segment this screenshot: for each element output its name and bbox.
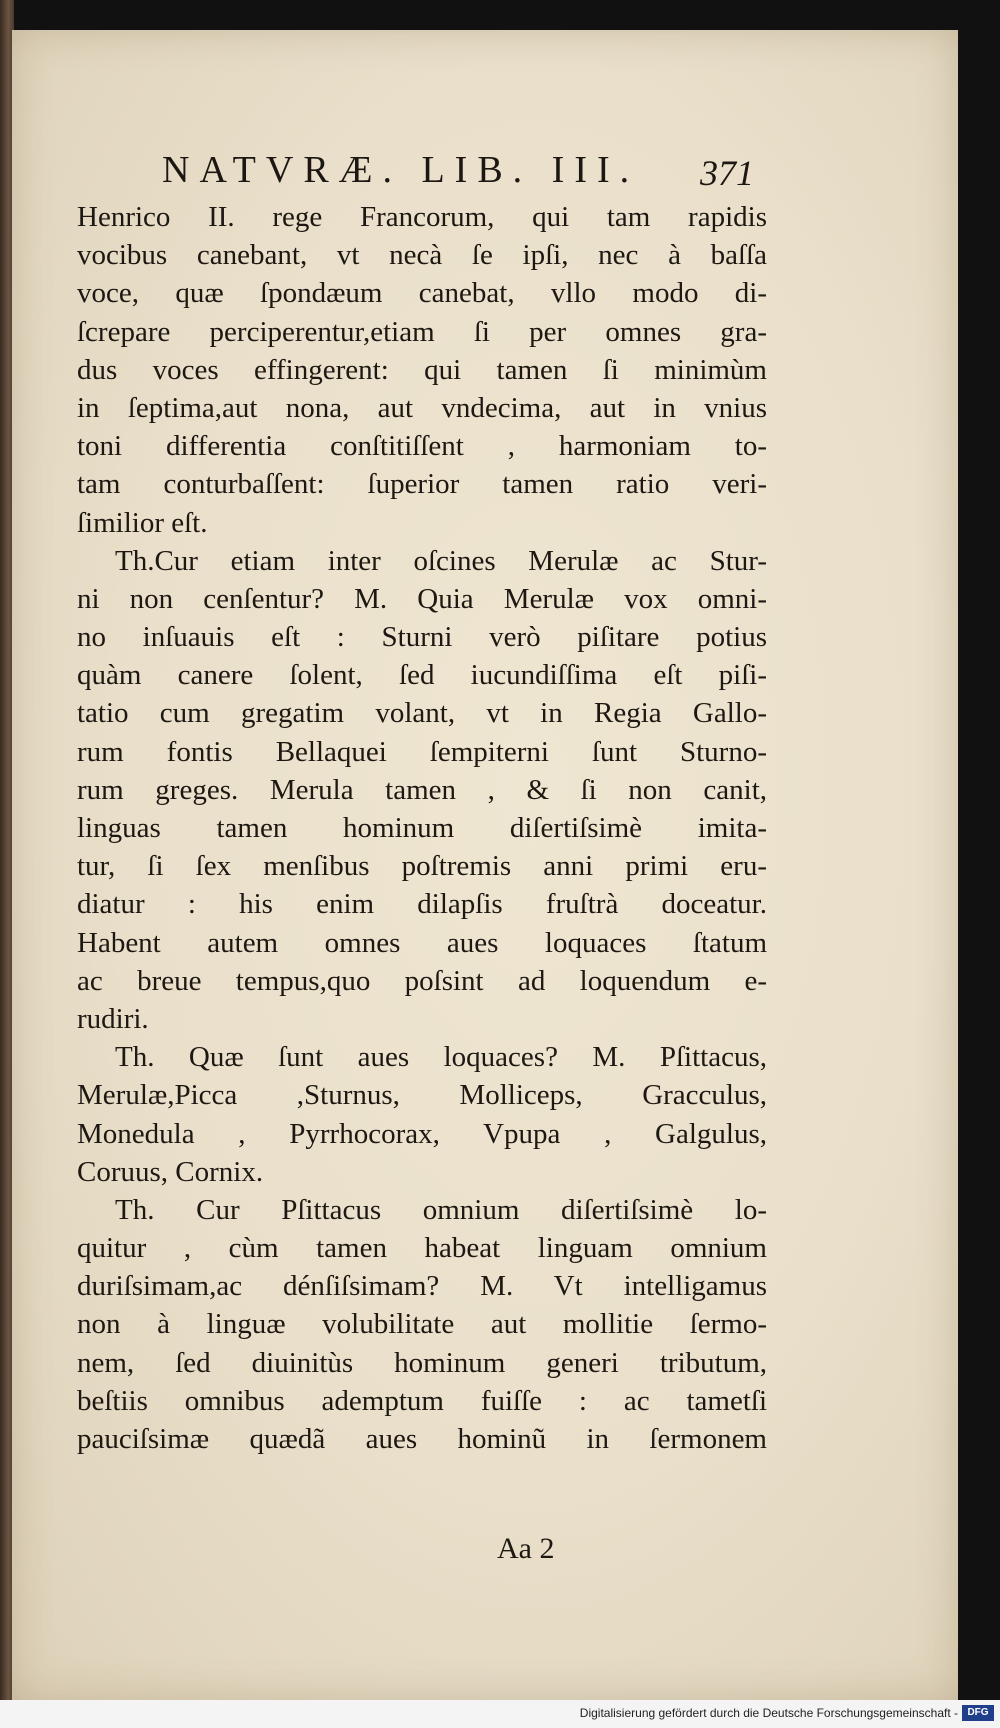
- running-title: NATVRÆ. LIB. III.: [162, 149, 640, 191]
- text-line: toni differentia conſtitiſſent , harmoniam to-: [77, 430, 767, 463]
- body-text: [77, 198, 767, 1458]
- text-line: Monedula , Pyrrhocorax, Vpupa , Galgulus,: [77, 1117, 767, 1150]
- text-line: quàm canere ſolent, ſed iucundiſſima eſt piſi-: [77, 659, 767, 692]
- text-line: ſcrepare perciperentur,etiam ſi per omnes gra-: [77, 315, 767, 348]
- text-line: Henrico II. rege Francorum, qui tam rapidis: [77, 201, 767, 233]
- text-line: diatur : his enim dilapſis fruſtrà doceatur.: [77, 888, 767, 921]
- text-line: duriſsimam,ac dénſiſsimam? M. Vt intelligamus: [77, 1270, 767, 1303]
- text-line: Merulæ,Picca ,Sturnus, Molliceps, Gracculus,: [77, 1079, 767, 1112]
- text-line: linguas tamen hominum diſertiſsimè imita-: [77, 812, 767, 844]
- text-line: quitur , cùm tamen habeat linguam omnium: [77, 1232, 767, 1265]
- text-line: beſtiis omnibus ademptum fuiſſe : ac tametſi: [77, 1384, 767, 1417]
- text-line: ſimilior eſt.: [77, 506, 208, 539]
- text-line: rum greges. Merula tamen , & ſi non canit,: [77, 773, 767, 806]
- text-line: in ſeptima,aut nona, aut vndecima, aut in vnius: [77, 391, 767, 424]
- text-line: Th.Cur etiam inter oſcines Merulæ ac Stur-: [115, 544, 767, 577]
- text-line: voce, quæ ſpondæum canebat, vllo modo di-: [77, 277, 767, 310]
- footer-credit: Digitalisierung gefördert durch die Deutsche Forschungsgemeinschaft -: [579, 1706, 958, 1720]
- text-line: Th. Cur Pſittacus omnium diſertiſsimè lo-: [115, 1193, 767, 1226]
- page-number: 371: [700, 153, 754, 193]
- text-line: Habent autem omnes aues loquaces ſtatum: [77, 926, 767, 959]
- book-page: [12, 30, 958, 1700]
- text-line: nem, ſed diuinitùs hominum generi tributum,: [77, 1346, 767, 1379]
- dfg-logo[interactable]: DFG: [962, 1705, 994, 1721]
- text-line: tam conturbaſſent: ſuperior tamen ratio veri-: [77, 468, 767, 501]
- signature-mark: Aa 2: [497, 1532, 555, 1565]
- text-line: rum fontis Bellaquei ſempiterni ſunt Sturno-: [77, 735, 767, 768]
- text-line: dus voces effingerent: qui tamen ſi minimùm: [77, 353, 767, 386]
- text-line: ni non cenſentur? M. Quia Merulæ vox omni-: [77, 582, 767, 615]
- text-line: tur, ſi ſex menſibus poſtremis anni primi eru-: [77, 850, 767, 883]
- text-line: ac breue tempus,quo poſsint ad loquendum e-: [77, 964, 767, 997]
- text-line: non à linguæ volubilitate aut mollitie ſermo-: [77, 1308, 767, 1341]
- text-line: rudiri.: [77, 1002, 149, 1035]
- digitization-footer: [0, 1700, 1000, 1728]
- text-line: pauciſsimæ quædã aues hominũ in ſermonem: [77, 1423, 767, 1455]
- text-line: no inſuauis eſt : Sturni verò piſitare potius: [77, 621, 767, 654]
- text-line: Th. Quæ ſunt aues loquaces? M. Pſittacus,: [115, 1041, 767, 1074]
- text-line: tatio cum gregatim volant, vt in Regia Gallo-: [77, 697, 767, 730]
- text-line: Coruus, Cornix.: [77, 1155, 264, 1188]
- page-header: [12, 148, 958, 198]
- text-line: vocibus canebant, vt necà ſe ipſi, nec à baſſa: [77, 239, 767, 272]
